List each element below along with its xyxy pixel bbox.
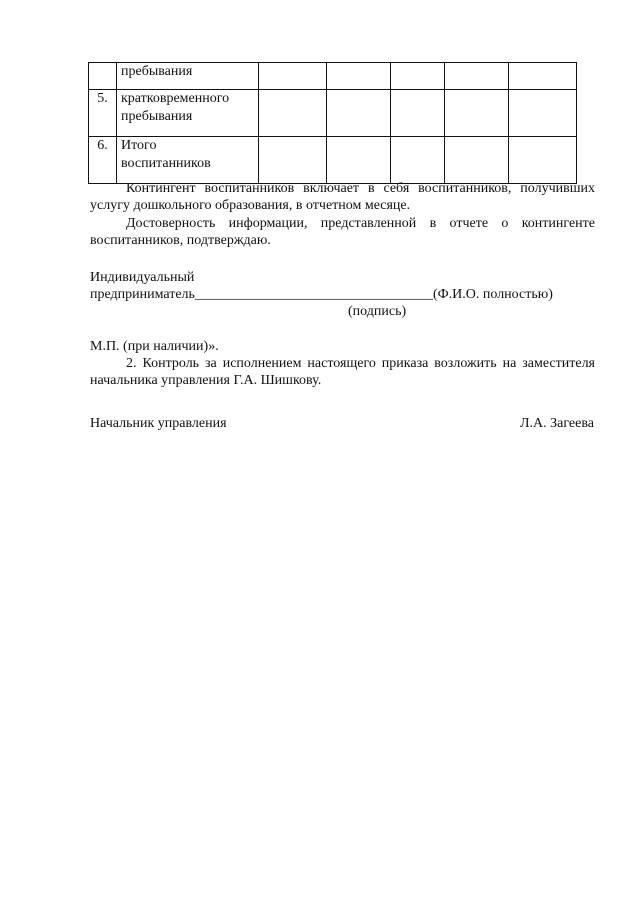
row-label	[117, 137, 259, 184]
reliability-paragraph: Достоверность информации, представленной в отчете о контингенте воспитанников, подтверждаю.	[90, 216, 595, 248]
row-label	[117, 90, 259, 137]
table-cell	[259, 63, 327, 90]
row-number: 6.	[89, 137, 117, 184]
footer-position: Начальник управления	[90, 416, 227, 431]
signatory-title-line1: Индивидуальный	[90, 270, 195, 285]
stamp-note: М.П. (при наличии)».	[90, 339, 219, 354]
table-cell	[391, 90, 445, 137]
signatory-title-line2: предприниматель	[90, 287, 195, 302]
report-table	[88, 62, 577, 184]
table-cell	[259, 90, 327, 137]
order-item-2: 2. Контроль за исполнением настоящего приказа возложить на заместителя начальника управления Г.А. Шишкову.	[90, 356, 595, 388]
table-cell	[327, 90, 391, 137]
row-label-line: кратковременного	[121, 91, 230, 106]
row-number	[89, 63, 117, 90]
table-row	[89, 63, 577, 90]
row-label	[117, 63, 259, 90]
table-cell	[445, 137, 509, 184]
table-cell	[509, 137, 577, 184]
signature-caption: (подпись)	[348, 304, 407, 319]
row-number: 5.	[89, 90, 117, 137]
signatory-line	[90, 286, 595, 303]
row-label-line: пребывания	[121, 64, 193, 79]
table-row	[89, 90, 577, 137]
contingent-paragraph: Контингент воспитанников включает в себя воспитанников, получивших услугу дошкольного образования, в отчетном месяце.	[90, 181, 595, 213]
signature-blank: __________________________________	[194, 287, 433, 302]
table-cell	[445, 90, 509, 137]
table-cell	[391, 63, 445, 90]
footer-signatory-name: Л.А. Загеева	[520, 416, 594, 431]
table-row	[89, 137, 577, 184]
table-cell	[327, 137, 391, 184]
table-cell	[509, 90, 577, 137]
table-cell	[259, 137, 327, 184]
row-label-line: воспитанников	[121, 156, 211, 171]
fio-caption: (Ф.И.О. полностью)	[432, 287, 553, 302]
row-label-line: пребывания	[121, 109, 193, 124]
table-cell	[327, 63, 391, 90]
table-cell	[509, 63, 577, 90]
table-cell	[445, 63, 509, 90]
table-cell	[391, 137, 445, 184]
row-label-line: Итого	[121, 138, 157, 153]
